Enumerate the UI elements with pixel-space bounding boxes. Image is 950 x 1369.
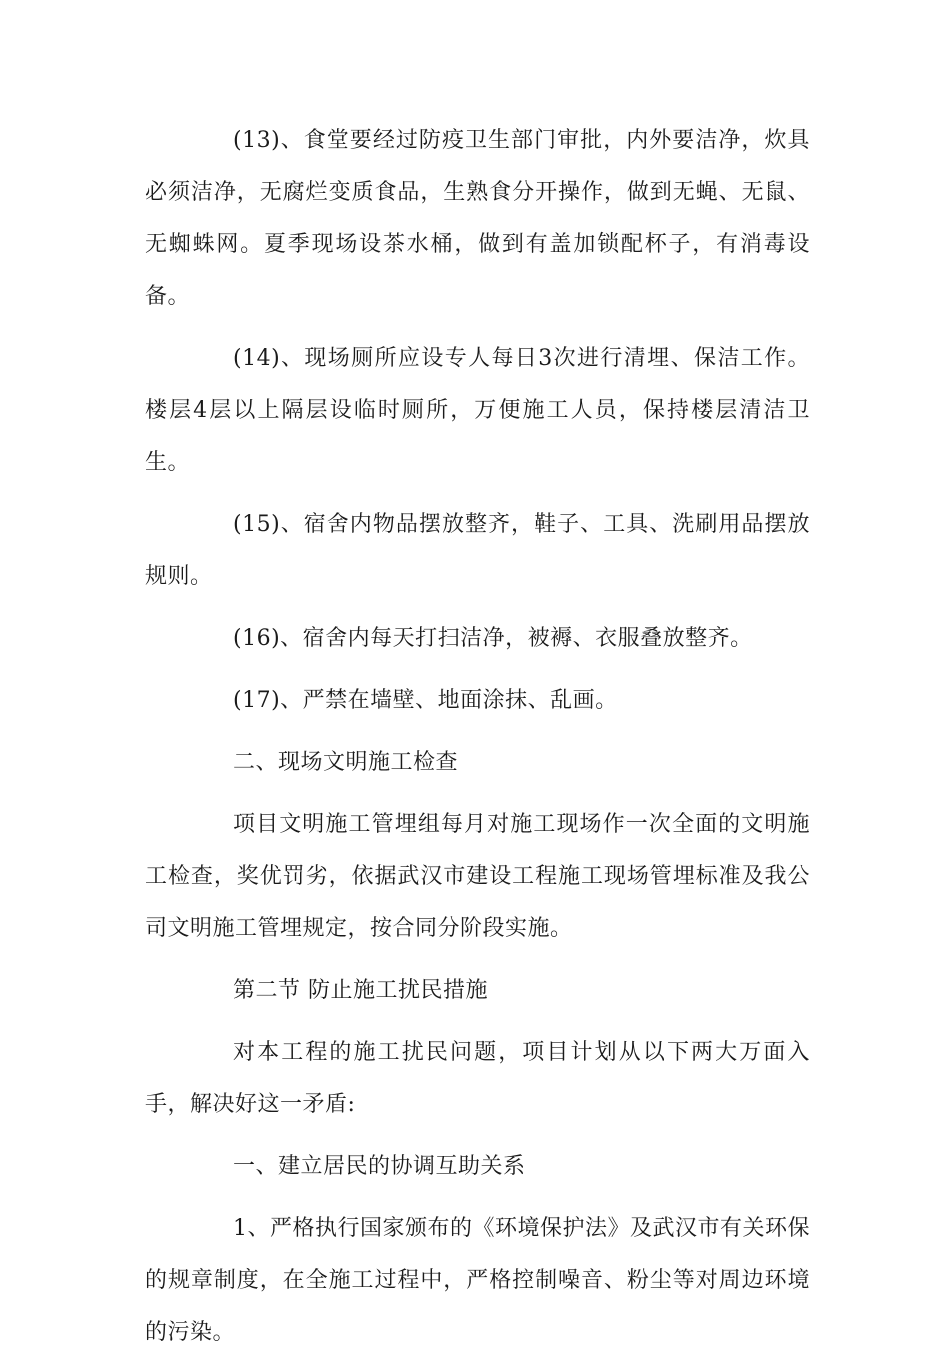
paragraph-item-13: (13)、食堂要经过防疫卫生部门审批，内外要洁净，炊具必须洁净，无腐烂变质食品，生熟食分开操作，做到无蝇、无鼠、无蜘蛛网。夏季现场设茶水桶，做到有盖加锁配杯子，有消毒设备。: [145, 128, 810, 309]
paragraph-item-14: (14)、现场厕所应设专人每日3次进行清埋、保洁工作。楼层4层以上隔层设临时厕所，万便施工人员，保持楼层清洁卫生。: [145, 346, 810, 475]
section-heading-resident-relations: 一、建立居民的协调互助关系: [233, 1154, 526, 1179]
paragraph-inspection-body: 项目文明施工管埋组每月对施工现场作一次全面的文明施工检查，奖优罚劣，依据武汉市建设工程施工现场管埋标准及我公司文明施工管埋规定，按合同分阶段实施。: [145, 812, 810, 941]
paragraph-item-16: (16)、宿舍内每天打扫洁净，被褥、衣服叠放整齐。: [233, 626, 753, 651]
paragraph-environment-law: 1、严格执行国家颁布的《环境保护法》及武汉市有关环保的规章制度，在全施工过程中，严格控制噪音、粉尘等对周边环境的污染。: [145, 1216, 810, 1345]
document-body: [145, 115, 810, 1369]
section-heading-second-section: 第二节 防止施工扰民措施: [233, 978, 488, 1003]
paragraph-item-17: (17)、严禁在墙壁、地面涂抹、乱画。: [233, 688, 618, 713]
section-heading-site-inspection: 二、现场文明施工检查: [233, 750, 459, 775]
paragraph-disturbance-intro: 对本工程的施工扰民问题，项目计划从以下两大万面入手，解决好这一矛盾:: [145, 1040, 810, 1117]
paragraph-item-15: (15)、宿舍内物品摆放整齐，鞋子、工具、洗刷用品摆放规则。: [145, 512, 810, 589]
